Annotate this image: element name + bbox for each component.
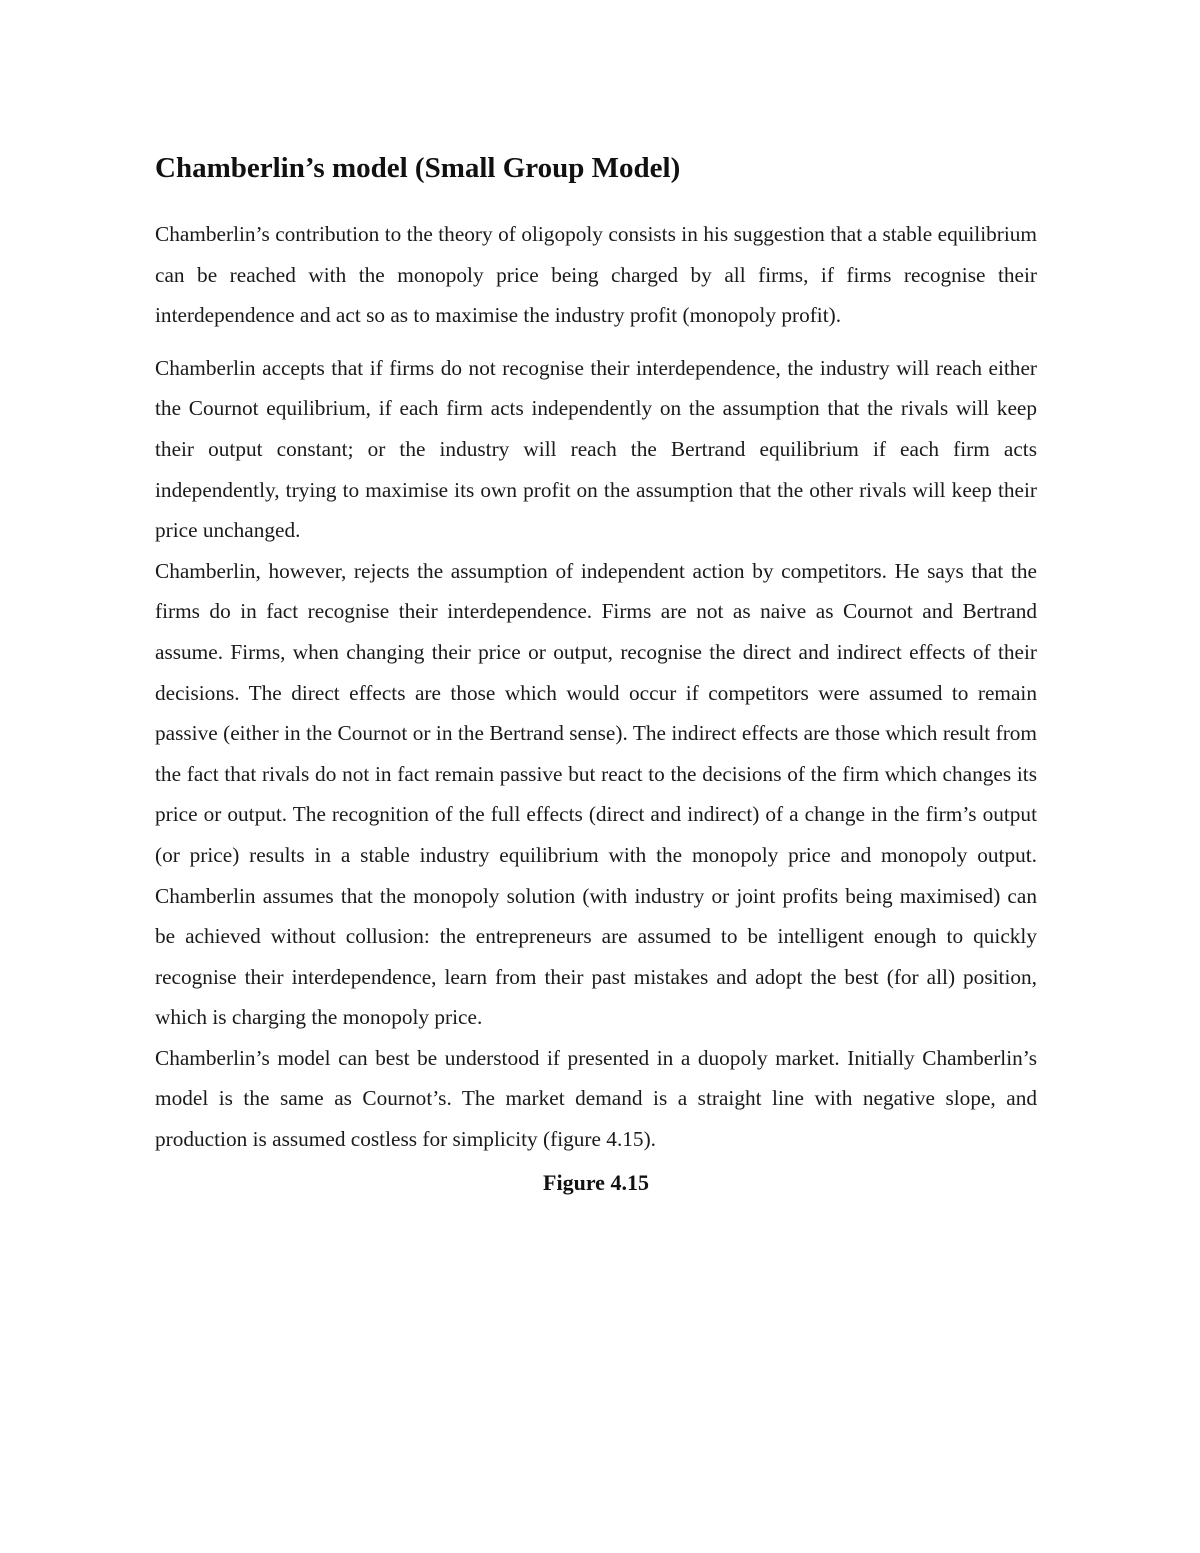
document-body — [155, 150, 1037, 1198]
paragraph-4: Chamberlin’s model can best be understood if presented in a duopoly market. Initially Chamberlin’s model is the same as Cournot’s. The market demand is a straight line with negative slope, and production is assumed costless for simplicity (figure 4.15). — [155, 1045, 1037, 1152]
paragraph-1: Chamberlin’s contribution to the theory of oligopoly consists in his suggestion that a stable equilibrium can be reached with the monopoly price being charged by all firms, if firms recognise their interdependence and act so as to maximise the industry profit (monopoly profit). — [155, 222, 1037, 328]
page-title: Chamberlin’s model (Small Group Model) — [155, 152, 681, 184]
paragraph-2: Chamberlin accepts that if firms do not recognise their interdependence, the industry will reach either the Cournot equilibrium, if each firm acts independently on the assumption that the rivals will keep their output constant; or the industry will reach the Bertrand equilibrium if each firm acts independently, trying to maximise its own profit on the assumption that the other rivals will keep their price unchanged. — [155, 355, 1037, 543]
paragraph-3: Chamberlin, however, rejects the assumption of independent action by competitors. He says that the firms do in fact recognise their interdependence. Firms are not as naive as Cournot and Bertrand assume. Firms, when changing their price or output, recognise the direct and indirect effects of their decisions. The direct effects are those which would occur if competitors were assumed to remain passive (either in the Cournot or in the Bertrand sense). The indirect effects are those which result from the fact that rivals do not in fact remain passive but react to the decisions of the firm which changes its price or output. The recognition of the full effects (direct and indirect) of a change in the firm’s output (or price) results in a stable industry equilibrium with the monopoly price and monopoly output. Chamberlin assumes that the monopoly solution (with industry or joint profits being maximised) can be achieved without collusion: the entrepreneurs are assumed to be intelligent enough to quickly recognise their interdependence, learn from their past mistakes and adopt the best (for all) position, which is charging the monopoly price. — [155, 558, 1037, 1030]
figure-caption: Figure 4.15 — [543, 1169, 649, 1195]
